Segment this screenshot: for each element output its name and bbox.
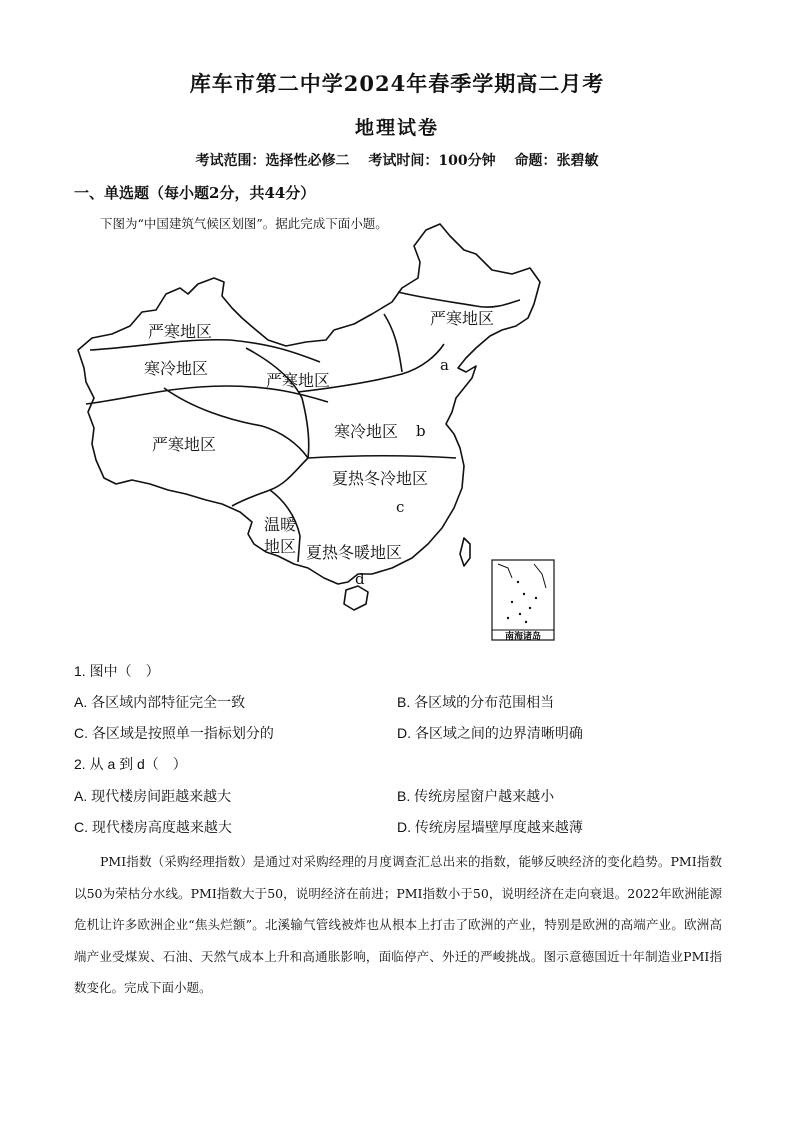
region-severe-cold-tibet: 严寒地区 [152,435,217,454]
question-2-stem: 2. 从 a 到 d（ ） [74,756,187,772]
question-2-option-d[interactable]: D. 传统房屋墙壁厚度越来越薄 [397,819,583,835]
exam-time: 考试时间：100分钟 [368,153,496,169]
exam-subtitle: 地理试卷 [354,117,439,139]
point-d: d [355,570,365,588]
exam-info [0,150,794,170]
question-2-option-b[interactable]: B. 传统房屋窗户越来越小 [397,788,555,804]
exam-title: 库车市第二中学2024年春季学期高二月考 [189,71,605,96]
question-1-option-d[interactable]: D. 各区域之间的边界清晰明确 [397,725,583,741]
china-outline [78,224,540,584]
inset-label: 南海诸岛 [504,632,542,642]
region-mild-1: 温暖 [264,515,297,534]
region-cold-central: 寒冷地区 [334,422,399,441]
question-1-option-b[interactable]: B. 各区域的分布范围相当 [397,694,555,710]
question-2-option-a[interactable]: A. 现代楼房间距越来越大 [74,788,232,804]
question-1-stem: 1. 图中（ ） [74,663,160,679]
hainan-island [344,586,368,610]
point-c: c [396,498,405,516]
point-a: a [440,356,449,374]
region-severe-cold-ne: 严寒地区 [430,309,495,328]
question-1-option-a[interactable]: A. 各区域内部特征完全一致 [74,694,246,710]
region-cold-nw: 寒冷地区 [144,359,209,378]
section-heading: 一、单选题（每小题2分，共44分） [74,184,316,202]
china-climate-zone-map [72,222,562,642]
exam-scope: 考试范围：选择性必修二 [195,153,350,169]
region-severe-cold-mid: 严寒地区 [266,371,331,390]
question-2-option-c[interactable]: C. 现代楼房高度越来越大 [74,819,232,835]
exam-author: 命题：张碧敏 [514,153,599,169]
south-china-sea-inset [492,560,554,642]
question-1-option-c[interactable]: C. 各区域是按照单一指标划分的 [74,725,274,741]
region-hot-summer-warm-winter: 夏热冬暖地区 [306,543,403,562]
point-b: b [416,422,426,440]
taiwan-island [460,538,470,566]
region-mild-2: 地区 [264,537,297,556]
map-intro: 下图为“中国建筑气候区划图”。据此完成下面小题。 [100,216,388,231]
region-severe-cold-nw: 严寒地区 [148,322,213,341]
region-hot-summer-cold-winter: 夏热冬冷地区 [332,469,429,488]
pmi-passage-text: PMI指数（采购经理指数）是通过对采购经理的月度调查汇总出来的指数，能够反映经济的变化趋势。PMI指数以50为荣枯分水线。PMI指数大于50，说明经济在前进；PMI指数小于50，说明经济在走向衰退。2022年欧洲能源危机让许多欧洲企业“焦头烂额”。北溪输气管线被炸也从根本上打击了欧洲的产业，特别是欧洲的高端产业。欧洲高端产业受煤炭、石油、天然气成本上升和高通胀影响，面临停产、外迁的严峻挑战。图示意德国近十年制造业PMI指数变化。完成下面小题。 [74,854,722,995]
pmi-passage [74,846,722,1004]
